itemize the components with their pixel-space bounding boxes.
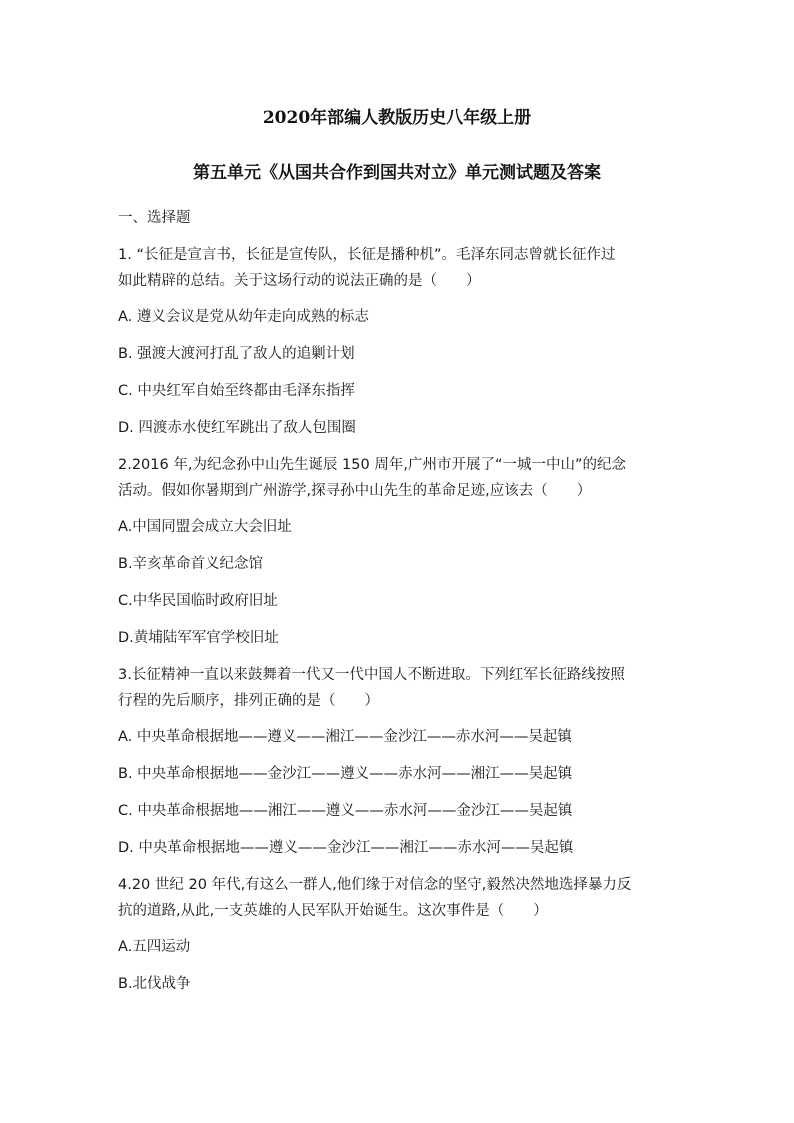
question-1-stem-line-2: 如此精辟的总结。关于这场行动的说法正确的是（ ） [118,273,481,289]
question-4-stem-line-2: 抗的道路,从此,一支英雄的人民军队开始诞生。这次事件是（ ） [118,903,548,919]
question-2-stem-line-2: 活动。假如你暑期到广州游学,探寻孙中山先生的革命足迹,应该去（ ） [118,483,592,499]
question-1-option-d: D. 四渡赤水使红军跳出了敌人包围圈 [118,420,356,436]
question-1-option-a: A. 遵义会议是党从幼年走向成熟的标志 [118,309,369,325]
document-title: 2020年部编人教版历史八年级上册 [262,108,532,128]
question-4-option-a: A.五四运动 [118,939,191,955]
question-1-option-b: B. 强渡大渡河打乱了敌人的追剿计划 [118,346,355,362]
question-2-option-d: D.黄埔陆军军官学校旧址 [118,630,279,646]
question-3-stem-line-2: 行程的先后顺序，排列正确的是（ ） [118,693,379,709]
question-4-option-b: B.北伐战争 [118,976,191,992]
question-2-stem-line-1: 2.2016 年,为纪念孙中山先生诞辰 150 周年,广州市开展了“一城一中山”的纪念 [118,457,626,473]
document-subtitle: 第五单元《从国共合作到国共对立》单元测试题及答案 [193,163,601,183]
question-3-stem-line-1: 3.长征精神一直以来鼓舞着一代又一代中国人不断进取。下列红军长征路线按照 [118,667,625,683]
question-3-option-c: C. 中央革命根据地——湘江——遵义——赤水河——金沙江——吴起镇 [118,803,573,819]
question-3-option-a: A. 中央革命根据地——遵义——湘江——金沙江——赤水河——吴起镇 [118,729,572,745]
question-3-option-d: D. 中央革命根据地——遵义——金沙江——湘江——赤水河——吴起镇 [118,840,574,856]
question-2-option-b: B.辛亥革命首义纪念馆 [118,556,264,572]
section-heading: 一、选择题 [118,210,191,226]
question-2-option-a: A.中国同盟会成立大会旧址 [118,519,292,535]
question-1-option-c: C. 中央红军自始至终都由毛泽东指挥 [118,383,355,399]
question-3-option-b: B. 中央革命根据地——金沙江——遵义——赤水河——湘江——吴起镇 [118,766,573,782]
question-1-stem-line-1: 1. “长征是宣言书，长征是宣传队，长征是播种机”。毛泽东同志曾就长征作过 [118,247,616,263]
question-4-stem-line-1: 4.20 世纪 20 年代,有这么一群人,他们缘于对信念的坚守,毅然决然地选择暴力反 [118,877,632,893]
question-2-option-c: C.中华民国临时政府旧址 [118,593,278,609]
